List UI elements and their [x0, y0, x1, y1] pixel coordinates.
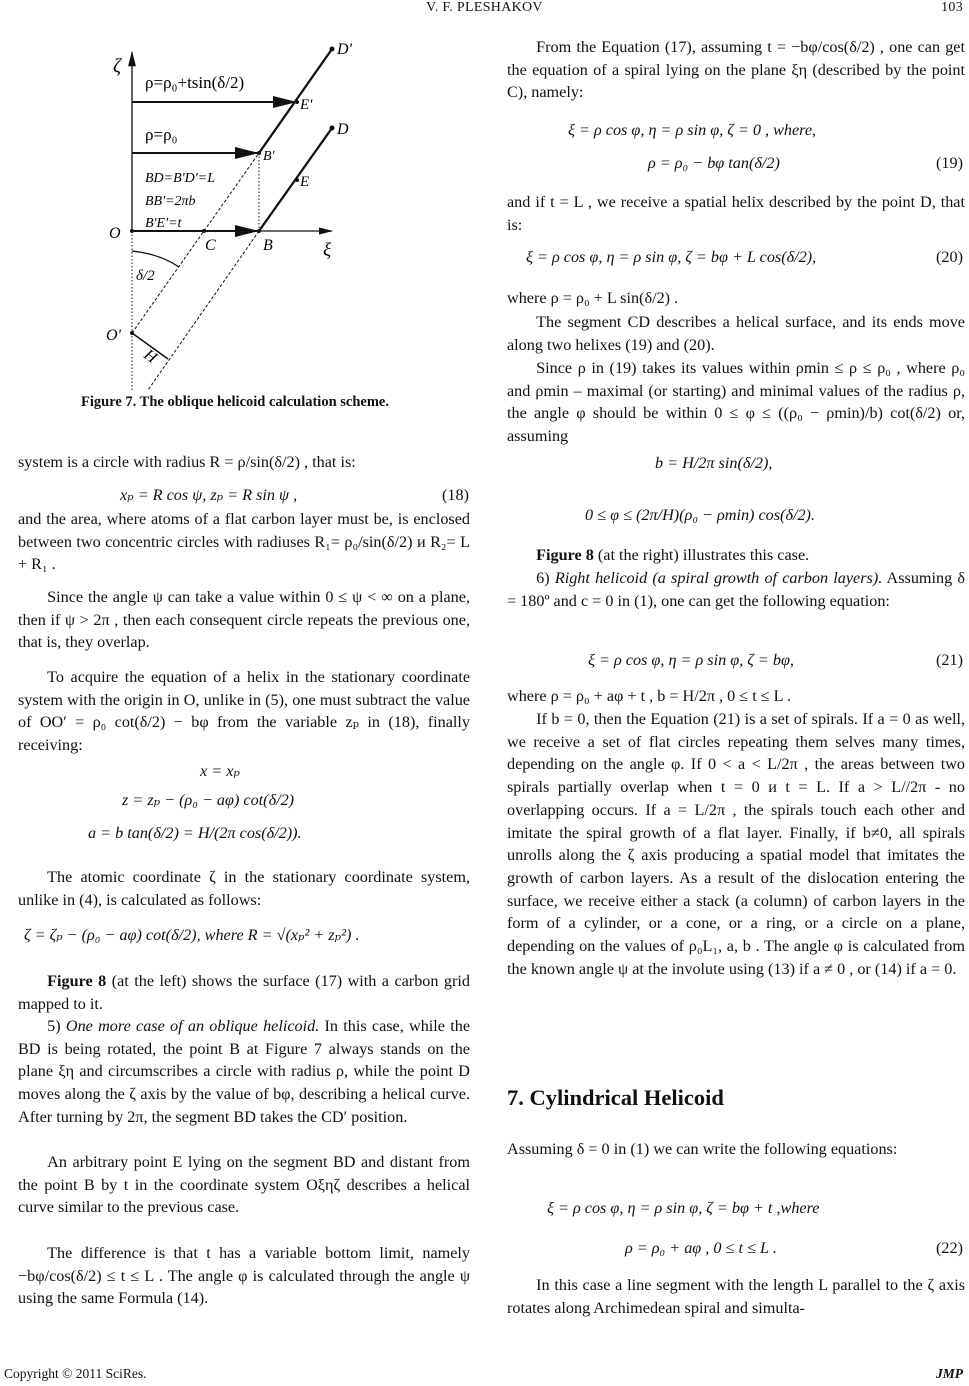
xi-label: ξ: [323, 240, 332, 261]
zeta-label: ζ: [113, 55, 122, 77]
equation-20: ξ = ρ cos φ, η = ρ sin φ, ζ = bφ + L cos(δ/2),: [526, 248, 817, 266]
journal-name: JMP: [936, 1366, 963, 1381]
paragraph-text: Assuming δ = 180º and c = 0 in (1), one can get the following equation:: [507, 569, 966, 610]
paragraph: From the Equation (17), assuming t = −bφ/cos(δ/2) , one can get the equation of a spiral lying on the plane ξη (described by the point C), namely:: [507, 38, 965, 102]
figure-ref: Figure 8: [536, 546, 594, 564]
paragraph: In this case a line segment with the length L parallel to the ζ axis rotates along Archimedean spiral and simulta-: [507, 1276, 965, 1317]
equation-19a: ξ = ρ cos φ, η = ρ sin φ, ζ = 0 , where,: [568, 121, 817, 139]
equation-phi-range: 0 ≤ φ ≤ (2π/H)(ρ₀ − ρmin) cos(δ/2).: [585, 506, 815, 524]
b-extension-dashed: [148, 231, 259, 390]
e-prime-label: E': [300, 97, 313, 113]
paragraph: [507, 544, 965, 567]
paragraph: where ρ = ρ₀ + aφ + t , b = H/2π , 0 ≤ t ≤ L .: [507, 687, 792, 705]
equation-number: (20): [936, 248, 963, 266]
paragraph: and the area, where atoms of a flat carbon layer must be, is enclosed between two concentric circles with radiuses R₁= ρ₀/sin(δ/2) и R₂= L + R₁ .: [18, 510, 470, 574]
paragraph-text: (at the left) shows the surface (17) with a carbon grid mapped to it.: [18, 972, 471, 1013]
equation-b: b = H/2π sin(δ/2),: [655, 454, 773, 472]
item-title: One more case of an oblique helicoid.: [65, 1017, 320, 1035]
h-label: H: [140, 346, 160, 367]
d-label: D: [337, 121, 349, 138]
relation-bd: BD=B'D'=L: [145, 171, 215, 186]
e-label: E: [300, 174, 310, 190]
equation-number: (18): [442, 486, 469, 504]
equation-x: x = xₚ: [200, 762, 240, 780]
copyright: Copyright © 2011 SciRes.: [4, 1366, 147, 1381]
running-header-author: V. F. PLESHAKOV: [426, 0, 543, 15]
b-label: B: [263, 237, 273, 254]
relation-be: B'E'=t: [145, 216, 182, 231]
paragraph: The segment CD describes a helical surface, and its ends move along two helixes (19) and (20).: [507, 313, 965, 354]
equation-18: xₚ = R cos ψ, zₚ = R sin ψ ,: [120, 486, 298, 504]
item-number: 6): [536, 569, 555, 587]
paragraph-text: (at the right) illustrates this case.: [593, 546, 810, 564]
equation-a: a = b tan(δ/2) = H/(2π cos(δ/2)).: [88, 824, 302, 842]
page-number: 103: [941, 0, 963, 15]
paragraph: An arbitrary point E lying on the segment BD and distant from the point B by t in the coordinate system Oξηζ describes a helical curve similar to the previous case.: [18, 1153, 470, 1217]
paragraph-text: In this case, while the BD is being rotated, the point B at Figure 7 always stands on the plane ξη and circumscribes a circle with radius ρ, while the point D moves along the ζ axis by the value of bφ, describing a helical curve. After turning by 2π, the segment BD takes the CD′ position.: [18, 1017, 471, 1126]
equation-zeta: ζ = ζₚ − (ρ₀ − aφ) cot(δ/2), where R = √(xₚ² + zₚ²) .: [24, 926, 360, 944]
paragraph: system is a circle with radius R = ρ/sin(δ/2) , that is:: [18, 453, 356, 471]
equation-19b: ρ = ρ₀ − bφ tan(δ/2): [648, 154, 780, 172]
section-heading: 7. Cylindrical Helicoid: [507, 1085, 724, 1110]
equation-number: (19): [936, 154, 963, 172]
equation-21: ξ = ρ cos φ, η = ρ sin φ, ζ = bφ,: [588, 651, 794, 669]
item-number: 5): [47, 1017, 66, 1035]
paragraph: Since ρ in (19) takes its values within ρmin ≤ ρ ≤ ρ₀ , where ρ₀ and ρmin – maximal (or starting) and minimal values of the radius ρ, the angle φ should be within 0 ≤ φ ≤ ((ρ₀ − ρmin)/b) cot(δ/2) or, assuming: [507, 359, 965, 446]
half-delta-arc: [132, 251, 179, 267]
relation-bb: BB'=2πb: [145, 194, 196, 209]
o-prime-label: O': [106, 327, 121, 344]
rho-top-label: ρ=ρ₀+tsin(δ/2): [145, 73, 245, 92]
half-delta-label: δ/2: [136, 268, 155, 284]
paragraph: The atomic coordinate ζ in the stationary coordinate system, unlike in (4), is calculated as follows:: [18, 868, 470, 909]
b-prime-label: B': [263, 149, 275, 164]
o-label: O: [109, 225, 121, 242]
paragraph: where ρ = ρ₀ + L sin(δ/2) .: [507, 289, 679, 307]
paragraph: Assuming δ = 0 in (1) we can write the following equations:: [507, 1140, 898, 1158]
figure-7-diagram: [0, 0, 480, 395]
figure-ref: Figure 8: [47, 972, 107, 990]
figure-7-caption: Figure 7. The oblique helicoid calculation scheme.: [81, 394, 389, 410]
paragraph: To acquire the equation of a helix in the stationary coordinate system with the origin in O, unlike in (5), one must subtract the value of OO′ = ρ₀ cot(δ/2) − bφ from the variable zₚ in (18), finally receiving:: [18, 668, 470, 755]
paragraph: [18, 1015, 470, 1129]
equation-z: z = zₚ − (ρ₀ − aφ) cot(δ/2): [122, 791, 295, 809]
equation-22a: ξ = ρ cos φ, η = ρ sin φ, ζ = bφ + t ,where: [547, 1199, 820, 1217]
rho-mid-label: ρ=ρ₀: [145, 125, 178, 144]
d-prime-label: D': [337, 41, 352, 58]
equation-number: (21): [936, 651, 963, 669]
paragraph: If b = 0, then the Equation (21) is a set of spirals. If a = 0 as well, we receive a set of flat circles repeating them selves many times, depending on the angle φ. If 0 < a < L/2π , the areas between two spirals partially overlap when t = 0 и t = L. If a > L//2π - no overlapping occurs. If a = L/2π , the spirals touch each other and imitate the spiral growth of a flat layer. Finally, if b≠0, all spirals unrolls along the ζ axis producing a spatial model that imitates the growth of carbon layers. As a result of the dislocation entering the surface, we receive either a stack (a column) of carbon layers in the form of a cylinder, or a cone, or a ring, or a circle on a plane, depending on the values of ρ₀L₁, a, b . The angle φ is calculated from the known angle ψ at the involute using (13) if a ≠ 0 , or (14) if a = 0.: [507, 710, 965, 978]
equation-number: (22): [936, 1239, 963, 1257]
paragraph: and if t = L , we receive a spatial helix described by the point D, that is:: [507, 193, 965, 234]
paragraph: Since the angle ψ can take a value within 0 ≤ ψ < ∞ on a plane, then if ψ > 2π , then each consequent circle repeats the previous one, that is, they overlap.: [18, 588, 470, 652]
equation-22b: ρ = ρ₀ + aφ , 0 ≤ t ≤ L .: [625, 1239, 777, 1257]
paragraph: [507, 567, 965, 612]
item-title: Right helicoid (a spiral growth of carbon layers).: [554, 569, 883, 587]
paragraph: The difference is that t has a variable bottom limit, namely −bφ/cos(δ/2) ≤ t ≤ L . The angle φ is calculated through the angle ψ using the same Formula (14).: [18, 1244, 470, 1308]
paragraph: [18, 970, 470, 1015]
c-label: C: [205, 237, 216, 254]
